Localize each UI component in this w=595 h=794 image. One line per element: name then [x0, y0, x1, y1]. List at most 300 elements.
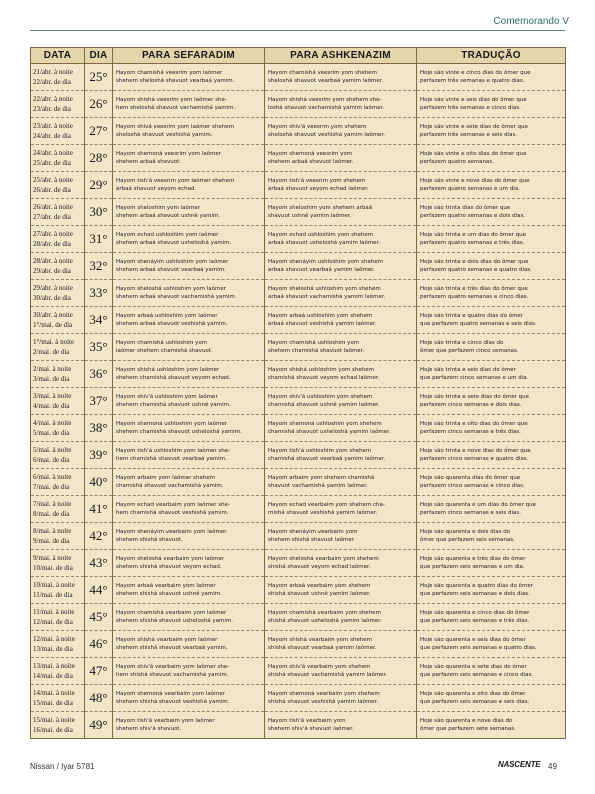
ashkenazim-text-line-1: Hayom shishá ushloshim yom shehem	[268, 366, 374, 373]
traducao-text-cell	[417, 685, 566, 712]
traducao-text-line-1: Hoje são quarenta e um dias do ômer que	[420, 501, 536, 508]
day-number: 29°	[85, 172, 113, 199]
day-number: 44°	[85, 577, 113, 604]
ashkenazim-text-cell	[265, 469, 417, 496]
sefaradim-text-line-1: Hayom shemoná veesrim yom laômer	[116, 150, 222, 157]
sefaradim-text-line-1: Hayom chamishá veesrim yom laômer	[116, 69, 223, 76]
traducao-text-line-1: Hoje são quarenta e dois dias do	[420, 528, 511, 535]
date-night: 29/abr. à noite	[33, 284, 73, 292]
traducao-text-line-1: Hoje são vinte e seis dias do ômer que	[420, 96, 527, 103]
traducao-text-line-2: que perfazem cinco semanas e um dia.	[420, 375, 529, 381]
ashkenazim-text-line-2: shishá shavuot ushnê yamim laômer.	[268, 591, 371, 597]
traducao-text-line-2: perfazem quatro semanas e cinco dias.	[420, 294, 529, 300]
ashkenazim-text-line-1: Hayom shemoná ushloshim yom shehem	[268, 420, 382, 427]
sefaradim-text-line-1: Hayom arbaim yom laômer shehem	[116, 474, 216, 481]
table-row	[31, 361, 566, 388]
traducao-text-cell	[417, 658, 566, 685]
traducao-text-line-2: perfazem três semanas e cinco dias.	[420, 105, 521, 111]
date-cell	[31, 712, 85, 739]
ashkenazim-text-line-2: shehem arbaá shavuot laômer.	[268, 159, 354, 165]
traducao-text-line-2: ômer que perfazem seis semanas.	[420, 537, 515, 543]
sefaradim-text-line-2: shehem shishá shavuot veshishá yamim.	[116, 699, 230, 705]
ashkenazim-text-line-2: shehem shiv'á shavuot laômer.	[268, 726, 354, 732]
table-row	[31, 658, 566, 685]
traducao-text-cell	[417, 631, 566, 658]
traducao-text-cell	[417, 361, 566, 388]
sefaradim-text-line-2: shehem shishá shavuot usheloshá yamim.	[116, 618, 233, 624]
traducao-text-line-1: Hoje são vinte e sete dias do ômer que	[420, 123, 528, 130]
date-cell	[31, 469, 85, 496]
ashkenazim-text-cell	[265, 334, 417, 361]
date-cell	[31, 91, 85, 118]
header-divider	[30, 30, 565, 31]
traducao-text-line-1: Hoje são vinte e cinco dias do ômer que	[420, 69, 531, 76]
date-day: 2/mai. de dia	[33, 348, 70, 356]
ashkenazim-text-line-1: Hayom arbaim yom shehem chamishá	[268, 474, 375, 481]
sefaradim-text-line-2: shehem chamishá shavuot usheloshá yamim.	[116, 429, 242, 435]
date-night: 12/mai. à noite	[33, 635, 75, 643]
traducao-text-line-2: perfazem quatro semanas e um dia.	[420, 186, 520, 192]
ashkenazim-text-line-1: Hayom shiv'á veesrim yom shehem	[268, 123, 367, 130]
sefaradim-text-line-1: Hayom shiv'á vearbaim yom laômer she-	[116, 663, 230, 670]
date-night: 4/mai. à noite	[33, 419, 72, 427]
sefaradim-text-line-1: Hayom echad ushloshim yom laômer	[116, 231, 219, 238]
day-number: 33°	[85, 280, 113, 307]
traducao-text-line-1: Hoje são trinta e sete dias do ômer que	[420, 393, 529, 400]
traducao-text-cell	[417, 415, 566, 442]
sefaradim-text-line-1: Hayom shemoná vearbaim yom laômer	[116, 690, 226, 697]
date-night: 21/abr. à noite	[33, 68, 73, 76]
table-row	[31, 415, 566, 442]
ashkenazim-text-cell	[265, 442, 417, 469]
date-night: 30/abr. à noite	[33, 311, 73, 319]
sefaradim-text-line-2: shehem arbaá shavuot vachamishá yamim.	[116, 294, 237, 300]
day-number: 48°	[85, 685, 113, 712]
date-cell	[31, 307, 85, 334]
date-day: 6/mai. de dia	[33, 456, 70, 464]
sefaradim-text-cell	[113, 145, 265, 172]
sefaradim-text-line-1: Hayom tish'á ushloshim yom laômer she-	[116, 447, 231, 454]
date-cell	[31, 145, 85, 172]
sefaradim-text-line-2: arbaá shavuot veyom echad.	[116, 186, 197, 192]
ashkenazim-text-line-1: Hayom chamishá ushloshim yom	[268, 339, 360, 346]
sefaradim-text-cell	[113, 631, 265, 658]
day-number: 25°	[85, 64, 113, 91]
ashkenazim-text-line-2: shishá shavuot veyom echad laômer.	[268, 564, 371, 570]
traducao-text-line-1: Hoje são trinta e seis dias do ômer	[420, 366, 516, 373]
traducao-text-line-1: Hoje são quarenta e oito dias do ômer	[420, 690, 526, 697]
sefaradim-text-line-2: shehem shishá shavuot veyom echad.	[116, 564, 222, 570]
ashkenazim-text-line-1: Hayom echad vearbaim yom shehem cha-	[268, 501, 385, 508]
ashkenazim-text-cell	[265, 523, 417, 550]
sefaradim-text-line-2: shehem arbaá shavuot.	[116, 159, 182, 165]
traducao-text-line-2: que perfazem seis semanas e um dia.	[420, 564, 525, 570]
table-row	[31, 172, 566, 199]
day-number: 43°	[85, 550, 113, 577]
sefaradim-text-line-1: Hayom arbaá vearbaim yom laômer	[116, 582, 216, 589]
ashkenazim-text-line-2: chamishá shavuot ushnê yamim laômer.	[268, 402, 380, 408]
date-day: 4/mai. de dia	[33, 402, 70, 410]
day-number: 40°	[85, 469, 113, 496]
sefaradim-text-cell	[113, 91, 265, 118]
ashkenazim-text-line-2: shavuot ushnê yamim laômer.	[268, 213, 352, 219]
day-number: 49°	[85, 712, 113, 739]
day-number: 47°	[85, 658, 113, 685]
day-number: 28°	[85, 145, 113, 172]
date-night: 27/abr. à noite	[33, 230, 73, 238]
sefaradim-text-line-2: hem shishá shavuot vachamishá yamim.	[116, 672, 229, 678]
ashkenazim-text-line-2: chamishá shavuot veyom echad laômer.	[268, 375, 380, 381]
date-day: 5/mai. de dia	[33, 429, 70, 437]
sefaradim-text-line-2: shehem arbaá shavuot veshishá yamim.	[116, 321, 228, 327]
traducao-text-line-2: que perfazem seis semanas e quatro dias.	[420, 645, 537, 651]
ashkenazim-text-line-2: shishá shavuot usheloshá yamim laômer.	[268, 618, 382, 624]
traducao-text-line-2: ômer que perfazem sete semanas.	[420, 726, 517, 732]
table-row	[31, 334, 566, 361]
traducao-text-line-1: Hoje são quarenta e seis dias do ômer	[420, 636, 526, 643]
ashkenazim-text-line-1: Hayom shenáyim ushloshim yom shehem	[268, 258, 384, 265]
ashkenazim-text-line-1: Hayom tish'á ushloshim yom shehem	[268, 447, 372, 454]
ashkenazim-text-cell	[265, 280, 417, 307]
ashkenazim-text-line-1: Hayom shemoná vearbaim yom shehem	[268, 690, 380, 697]
day-number: 31°	[85, 226, 113, 253]
date-night: 9/mai. à noite	[33, 554, 72, 562]
traducao-text-line-2: perfazem cinco semanas e quatro dias.	[420, 456, 529, 462]
ashkenazim-text-line-2: chamishá shavuot vearbaá yamim laômer.	[268, 456, 386, 462]
page-number: 49	[548, 762, 557, 771]
date-night: 8/mai. à noite	[33, 527, 72, 535]
traducao-text-line-2: perfazem três semanas e seis dias.	[420, 132, 518, 138]
traducao-text-cell	[417, 442, 566, 469]
traducao-text-cell	[417, 145, 566, 172]
ashkenazim-text-line-2: sheloshá shavuot vearbaá yamim laômer.	[268, 78, 384, 84]
date-cell	[31, 361, 85, 388]
sefaradim-text-cell	[113, 712, 265, 739]
ashkenazim-text-line-2: sheloshá shavuot veshishá yamim laômer.	[268, 132, 385, 138]
table-row	[31, 388, 566, 415]
ashkenazim-text-cell	[265, 199, 417, 226]
date-day: 9/mai. de dia	[33, 537, 70, 545]
sefaradim-text-line-1: Hayom chamishá ushloshim yom	[116, 339, 208, 346]
traducao-text-cell	[417, 604, 566, 631]
date-cell	[31, 631, 85, 658]
traducao-text-line-1: Hoje são trinta e três dias do ômer que	[420, 285, 528, 292]
ashkenazim-text-line-1: Hayom chamishá veesrim yom shehem	[268, 69, 377, 76]
ashkenazim-text-line-2: shehem shishá shavuot laômer.	[268, 537, 356, 543]
traducao-text-line-1: Hoje são vinte e nove dias do ômer que	[420, 177, 530, 184]
date-cell	[31, 388, 85, 415]
sefaradim-text-line-1: Hayom chamishá vearbaim yom laômer	[116, 609, 227, 616]
table-row	[31, 496, 566, 523]
ashkenazim-text-line-1: Hayom arbaá vearbaim yom shehem	[268, 582, 371, 589]
column-header-dia: DIA	[85, 48, 113, 64]
traducao-text-line-1: Hoje são trinta e oito dias do ômer que	[420, 420, 528, 427]
ashkenazim-text-line-1: Hayom tish'á vearbaim yom	[268, 717, 346, 724]
ashkenazim-text-cell	[265, 361, 417, 388]
date-day: 10/mai. de dia	[33, 564, 73, 572]
day-number: 32°	[85, 253, 113, 280]
table-row	[31, 253, 566, 280]
sefaradim-text-line-2: shehem shiv'á shavuot.	[116, 726, 182, 732]
ashkenazim-text-cell	[265, 145, 417, 172]
table-row	[31, 469, 566, 496]
table-row	[31, 523, 566, 550]
ashkenazim-text-line-1: Hayom arbaá ushloshim yom shehem	[268, 312, 373, 319]
sefaradim-text-cell	[113, 550, 265, 577]
traducao-text-line-2: perfazem quatro semanas e quatro dias.	[420, 267, 532, 273]
ashkenazim-text-line-1: Hayom echad ushloshim yom shehem	[268, 231, 374, 238]
sefaradim-text-line-2: shehem arbaá shavuot ushnê yamim.	[116, 213, 221, 219]
table-row	[31, 712, 566, 739]
traducao-text-line-2: perfazem cinco semanas e cinco dias.	[420, 483, 525, 489]
sefaradim-text-cell	[113, 172, 265, 199]
date-cell	[31, 172, 85, 199]
traducao-text-line-1: Hoje são quarenta e quatro dias do ômer	[420, 582, 534, 589]
sefaradim-text-cell	[113, 604, 265, 631]
date-night: 22/abr. à noite	[33, 95, 73, 103]
sefaradim-text-cell	[113, 577, 265, 604]
date-night: 7/mai. à noite	[33, 500, 72, 508]
sefaradim-text-line-1: Hayom shiv'á ushloshim yom laômer	[116, 393, 218, 400]
date-day: 1°/mai. de dia	[33, 321, 73, 329]
ashkenazim-text-line-1: Hayom shishá vearbaim yom shehem	[268, 636, 373, 643]
sefaradim-text-line-1: Hayom tish'á vearbaim yom laômer	[116, 717, 215, 724]
date-night: 13/mai. à noite	[33, 662, 75, 670]
date-night: 6/mai. à noite	[33, 473, 72, 481]
section-title: Comemorando V	[493, 16, 569, 27]
ashkenazim-text-cell	[265, 685, 417, 712]
day-number: 42°	[85, 523, 113, 550]
ashkenazim-text-line-2: shishá shavuot vearbaá yamim laômer.	[268, 645, 377, 651]
date-day: 28/abr. de dia	[33, 240, 71, 248]
date-night: 24/abr. à noite	[33, 149, 73, 157]
sefaradim-text-line-1: Hayom echad vearbaim yom laômer she-	[116, 501, 230, 508]
traducao-text-cell	[417, 253, 566, 280]
day-number: 35°	[85, 334, 113, 361]
ashkenazim-text-line-1: Hayom shiv'á ushloshim yom shehem	[268, 393, 373, 400]
traducao-text-line-1: Hoje são quarenta dias do ômer que	[420, 474, 521, 481]
sefaradim-text-line-1: Hayom tish'á veesrim yom laômer shehem	[116, 177, 235, 184]
sefaradim-text-line-2: shehem shishá shavuot vearbaá yamim.	[116, 645, 228, 651]
traducao-text-cell	[417, 64, 566, 91]
date-cell	[31, 280, 85, 307]
traducao-text-line-1: Hoje são quarenta e três dias do ômer	[420, 555, 526, 562]
traducao-text-cell	[417, 280, 566, 307]
table-row	[31, 442, 566, 469]
table-row	[31, 64, 566, 91]
ashkenazim-text-line-1: Hayom sheloshá vearbaim yom shehem	[268, 555, 379, 562]
date-cell	[31, 442, 85, 469]
ashkenazim-text-cell	[265, 64, 417, 91]
traducao-text-line-2: perfazem cinco semanas e dois dias.	[420, 402, 522, 408]
sefaradim-text-cell	[113, 307, 265, 334]
sefaradim-text-line-1: Hayom sheloshá ushloshim yom laômer	[116, 285, 227, 292]
date-day: 3/mai. de dia	[33, 375, 70, 383]
day-number: 46°	[85, 631, 113, 658]
sefaradim-text-line-2: shehem arbaá shavuot usheloshá yamim.	[116, 240, 232, 246]
date-cell	[31, 658, 85, 685]
date-night: 28/abr. à noite	[33, 257, 73, 265]
ashkenazim-text-line-1: Hayom sheloshim yom shehem arbaá	[268, 204, 373, 211]
sefaradim-text-cell	[113, 226, 265, 253]
date-cell	[31, 415, 85, 442]
ashkenazim-text-line-1: Hayom chamishá vearbaim yom shehem	[268, 609, 381, 616]
traducao-text-line-2: que perfazem seis semanas e cinco dias.	[420, 672, 534, 678]
ashkenazim-text-line-2: shehem chamishá shavuot laômer.	[268, 348, 365, 354]
ashkenazim-text-cell	[265, 631, 417, 658]
date-day: 26/abr. de dia	[33, 186, 71, 194]
sefaradim-text-line-2: chamishá shavuot vachamishá yamim.	[116, 483, 224, 489]
ashkenazim-text-line-1: Hayom shiv'á vearbaim yom shehem	[268, 663, 371, 670]
ashkenazim-text-line-2: shishá shavuot veshishá yamim laômer.	[268, 699, 379, 705]
table-row	[31, 280, 566, 307]
date-night: 5/mai. à noite	[33, 446, 72, 454]
sefaradim-text-line-2: shehem shishá shavuot.	[116, 537, 183, 543]
sefaradim-text-cell	[113, 442, 265, 469]
ashkenazim-text-line-1: Hayom tish'á veesrim yom shehem	[268, 177, 366, 184]
day-number: 39°	[85, 442, 113, 469]
date-night: 1°/mai. à noite	[33, 338, 75, 346]
sefaradim-text-cell	[113, 334, 265, 361]
sefaradim-text-line-2: shehem chamishá shavuot ushnê yamim.	[116, 402, 231, 408]
date-night: 10/mai. à noite	[33, 581, 75, 589]
table-row	[31, 577, 566, 604]
sefaradim-text-cell	[113, 361, 265, 388]
sefaradim-text-line-2: laômer shehem chamishá shavuot.	[116, 348, 213, 354]
sefaradim-text-line-1: Hayom shenáyim vearbaim yom laômer	[116, 528, 227, 535]
sefaradim-text-line-2: hem chamishá shavuot veshishá yamim.	[116, 510, 229, 516]
table-row	[31, 199, 566, 226]
date-night: 15/mai. à noite	[33, 716, 75, 724]
date-day: 30/abr. de dia	[33, 294, 71, 302]
omer-count-table	[30, 47, 566, 739]
sefaradim-text-line-2: sheloshá shavuot veshishá yamim.	[116, 132, 213, 138]
sefaradim-text-line-2: shehem sheloshá shavuot vearbaá yamim.	[116, 78, 235, 84]
traducao-text-line-1: Hoje são vinte e oito dias do ômer que	[420, 150, 527, 157]
sefaradim-text-line-2: hem chamishá shavuot vearbaá yamim.	[116, 456, 227, 462]
ashkenazim-text-cell	[265, 172, 417, 199]
sefaradim-text-line-1: Hayom shishá veesrim yom laômer she-	[116, 96, 227, 103]
date-day: 12/mai. de dia	[33, 618, 73, 626]
traducao-text-line-2: perfazem quatro semanas.	[420, 159, 495, 165]
date-cell	[31, 550, 85, 577]
date-cell	[31, 685, 85, 712]
sefaradim-text-line-1: Hayom shemoná ushloshim yom laômer	[116, 420, 228, 427]
day-number: 45°	[85, 604, 113, 631]
sefaradim-text-cell	[113, 388, 265, 415]
traducao-text-line-2: perfazem cinco semanas e três dias.	[420, 429, 521, 435]
sefaradim-text-cell	[113, 118, 265, 145]
traducao-text-cell	[417, 712, 566, 739]
sefaradim-text-line-1: Hayom shenáyim ushloshim yom laômer	[116, 258, 229, 265]
column-header-ashkenazim: PARA ASHKENAZIM	[265, 48, 417, 64]
sefaradim-text-cell	[113, 199, 265, 226]
date-day: 25/abr. de dia	[33, 159, 71, 167]
ashkenazim-text-line-2: arbaá shavuot veshishá yamim laômer.	[268, 321, 377, 327]
date-cell	[31, 253, 85, 280]
traducao-text-line-1: Hoje são trinta dias do ômer que	[420, 204, 511, 211]
date-night: 14/mai. à noite	[33, 689, 75, 697]
traducao-text-cell	[417, 307, 566, 334]
ashkenazim-text-line-2: loshá shavuot vachamishá yamim laômer.	[268, 105, 385, 111]
ashkenazim-text-line-2: mishá shavuot veshishá yamim laômer.	[268, 510, 378, 516]
date-day: 11/mai. de dia	[33, 591, 73, 599]
sefaradim-text-cell	[113, 685, 265, 712]
ashkenazim-text-cell	[265, 226, 417, 253]
ashkenazim-text-line-2: shishá shavuot vachamishá yamim laômer.	[268, 672, 388, 678]
date-cell	[31, 523, 85, 550]
traducao-text-line-1: Hoje são quarenta e cinco dias do ômer	[420, 609, 530, 616]
sefaradim-text-cell	[113, 415, 265, 442]
traducao-text-line-2: que perfazem seis semanas e três dias.	[420, 618, 530, 624]
ashkenazim-text-line-1: Hayom shemoná veesrim yom	[268, 150, 353, 157]
date-cell	[31, 334, 85, 361]
date-day: 22/abr. de dia	[33, 78, 71, 86]
ashkenazim-text-line-1: Hayom shenáyim vearbaim yom	[268, 528, 358, 535]
traducao-text-cell	[417, 334, 566, 361]
sefaradim-text-line-2: shehem arbaá shavuot vearbaá yamim.	[116, 267, 226, 273]
sefaradim-text-line-2: shehem shishá shavuot ushnê yamim.	[116, 591, 222, 597]
traducao-text-line-2: que perfazem quatro semanas e seis dias.	[420, 321, 537, 327]
ashkenazim-text-cell	[265, 712, 417, 739]
table-row	[31, 118, 566, 145]
sefaradim-text-line-1: Hayom arbaá ushloshim yom laômer	[116, 312, 218, 319]
date-night: 26/abr. à noite	[33, 203, 73, 211]
ashkenazim-text-cell	[265, 658, 417, 685]
sefaradim-text-line-2: hem sheloshá shavuot vachamishá yamim.	[116, 105, 236, 111]
sefaradim-text-line-1: Hayom sheloshá vearbaim yom laômer	[116, 555, 225, 562]
ashkenazim-text-line-2: arbaá shavuot usheloshá yamim laômer.	[268, 240, 381, 246]
table-row	[31, 91, 566, 118]
ashkenazim-text-line-2: chamishá shavuot usheloshá yamim laômer.	[268, 429, 391, 435]
table-row	[31, 145, 566, 172]
date-day: 8/mai. de dia	[33, 510, 70, 518]
table-row	[31, 550, 566, 577]
ashkenazim-text-cell	[265, 253, 417, 280]
column-header-sefaradim: PARA SEFARADIM	[113, 48, 265, 64]
traducao-text-line-2: perfazem quatro semanas e três dias.	[420, 240, 525, 246]
traducao-text-cell	[417, 496, 566, 523]
traducao-text-cell	[417, 550, 566, 577]
date-night: 3/mai. à noite	[33, 392, 72, 400]
date-day: 14/mai. de dia	[33, 672, 73, 680]
traducao-text-line-1: Hoje são trinta e quatro dias do ômer	[420, 312, 524, 319]
table-row	[31, 604, 566, 631]
traducao-text-line-2: perfazem cinco semanas e seis dias.	[420, 510, 521, 516]
traducao-text-line-2: que perfazem seis semanas e dois dias.	[420, 591, 530, 597]
sefaradim-text-cell	[113, 253, 265, 280]
traducao-text-cell	[417, 469, 566, 496]
ashkenazim-text-line-2: arbaá shavuot vachamishá yamim laômer.	[268, 294, 386, 300]
traducao-text-line-1: Hoje são quarenta e nove dias do	[420, 717, 513, 724]
traducao-text-line-1: Hoje são trinta e um dias do ômer que	[420, 231, 527, 238]
traducao-text-line-1: Hoje são trinta e nove dias do ômer que	[420, 447, 531, 454]
date-night: 25/abr. à noite	[33, 176, 73, 184]
ashkenazim-text-line-2: shavuot vachamishá yamim laômer.	[268, 483, 368, 489]
traducao-text-cell	[417, 91, 566, 118]
table-row	[31, 631, 566, 658]
traducao-text-line-2: ômer que perfazem cinco semanas.	[420, 348, 519, 354]
traducao-text-line-2: perfazem três semanas e quatro dias.	[420, 78, 525, 84]
ashkenazim-text-cell	[265, 604, 417, 631]
date-day: 24/abr. de dia	[33, 132, 71, 140]
date-day: 27/abr. de dia	[33, 213, 71, 221]
sefaradim-text-cell	[113, 523, 265, 550]
traducao-text-line-1: Hoje são quarenta e sete dias do ômer	[420, 663, 527, 670]
date-cell	[31, 496, 85, 523]
date-day: 16/mai. de dia	[33, 726, 73, 734]
sefaradim-text-cell	[113, 469, 265, 496]
